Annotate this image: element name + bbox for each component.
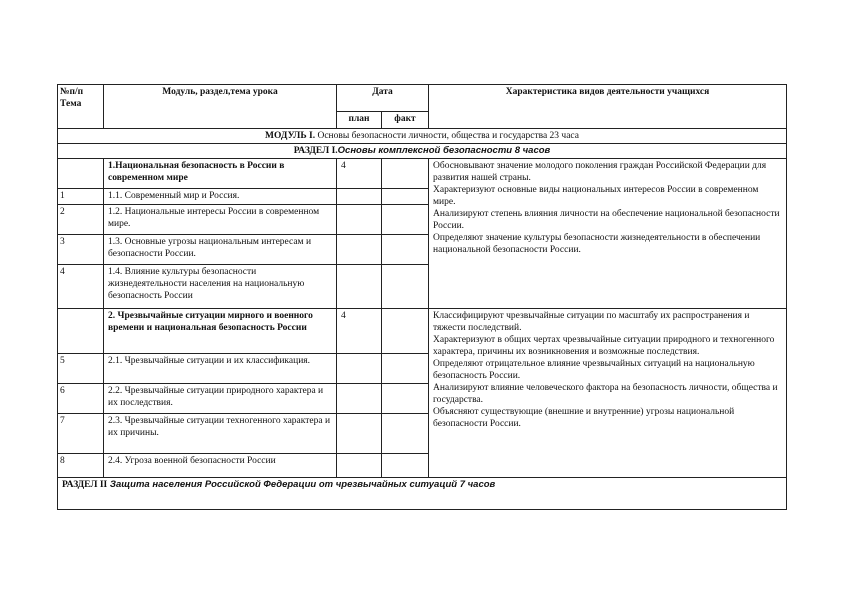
- description-line: Характеризуют в общих чертах чрезвычайные ситуации природного и техногенного характера, причины их возникновения и возможные последствия.: [433, 335, 775, 357]
- row-topic: 2.2. Чрезвычайные ситуации природного характера и их последствия.: [104, 384, 337, 414]
- group-1-title: 1.Национальная безопасность в России в современном мире: [104, 159, 337, 189]
- row-plan: [337, 354, 382, 384]
- group-2-number: [58, 309, 104, 354]
- header-fact: факт: [382, 112, 429, 129]
- module-title: [58, 129, 787, 144]
- module-text: Основы безопасности личности, общества и государства 23 часа: [315, 131, 579, 141]
- description-line: Объясняют существующие (внешние и внутренние) угрозы национальной безопасности России.: [433, 407, 735, 429]
- group-1-number: [58, 159, 104, 189]
- section-2-prefix: РАЗДЕЛ II: [62, 480, 108, 490]
- row-number: 8: [58, 454, 104, 478]
- group-2-hours: 4: [337, 309, 382, 354]
- group-2-fact: [382, 309, 429, 354]
- module-prefix: МОДУЛЬ I.: [265, 131, 316, 141]
- description-line: Определяют отрицательное влияние чрезвычайных ситуаций на национальную безопасность России.: [433, 359, 755, 381]
- description-line: Анализируют степень влияния личности на обеспечение национальной безопасности России.: [433, 209, 780, 231]
- header-characteristics: Характеристика видов деятельности учащихся: [429, 85, 787, 129]
- section-1-title: [58, 144, 787, 159]
- section-2-text: Защита населения Российской Федерации от чрезвычайных ситуаций 7 часов: [107, 479, 496, 490]
- row-fact: [382, 189, 429, 205]
- row-topic: 2.4. Угроза военной безопасности России: [104, 454, 337, 478]
- thematic-plan-table: [57, 84, 787, 510]
- description-line: Определяют значение культуры безопасности жизнедеятельности в обеспечении национальной безопасности России.: [433, 233, 761, 255]
- row-number: 5: [58, 354, 104, 384]
- row-plan: [337, 384, 382, 414]
- header-topic: Модуль, раздел,тема урока: [104, 85, 337, 129]
- row-plan: [337, 189, 382, 205]
- row-plan: [337, 235, 382, 265]
- row-fact: [382, 205, 429, 235]
- description-line: Классифицируют чрезвычайные ситуации по масштабу их распространения и тяжести последствий.: [433, 311, 750, 333]
- row-fact: [382, 235, 429, 265]
- group-1-description: [429, 159, 787, 309]
- row-topic: 2.3. Чрезвычайные ситуации техногенного характера и их причины.: [104, 414, 337, 454]
- row-number: 2: [58, 205, 104, 235]
- row-fact: [382, 454, 429, 478]
- description-line: Анализируют влияние человеческого фактора на безопасность личности, общества и государства.: [433, 383, 778, 405]
- group-1-hours: 4: [337, 159, 382, 189]
- row-number: 6: [58, 384, 104, 414]
- section-2-title: [58, 478, 787, 510]
- row-number: 3: [58, 235, 104, 265]
- row-topic: 1.4. Влияние культуры безопасности жизнедеятельности населения на национальную безопасность России: [104, 265, 337, 309]
- group-1-fact: [382, 159, 429, 189]
- group-2-description: [429, 309, 787, 478]
- group-2-title: 2. Чрезвычайные ситуации мирного и военного времени и национальная безопасность России: [104, 309, 337, 354]
- header-number: №п/п Тема: [58, 85, 104, 129]
- row-topic: 2.1. Чрезвычайные ситуации и их классификация.: [104, 354, 337, 384]
- row-number: 1: [58, 189, 104, 205]
- row-plan: [337, 205, 382, 235]
- description-line: Характеризуют основные виды национальных интересов России в современном мире.: [433, 185, 759, 207]
- row-topic: 1.3. Основные угрозы национальным интересам и безопасности России.: [104, 235, 337, 265]
- row-plan: [337, 265, 382, 309]
- header-date: Дата: [337, 85, 429, 112]
- row-plan: [337, 414, 382, 454]
- description-line: Обосновывают значение молодого поколения граждан Российской Федерации для развития нашей страны.: [433, 161, 767, 183]
- section-1-text: Основы комплексной безопасности 8 часов: [337, 145, 551, 156]
- row-topic: 1.1. Современный мир и Россия.: [104, 189, 337, 205]
- row-topic: 1.2. Национальные интересы России в современном мире.: [104, 205, 337, 235]
- row-number: 7: [58, 414, 104, 454]
- row-plan: [337, 454, 382, 478]
- row-fact: [382, 354, 429, 384]
- header-plan: план: [337, 112, 382, 129]
- row-number: 4: [58, 265, 104, 309]
- row-fact: [382, 384, 429, 414]
- row-fact: [382, 414, 429, 454]
- row-fact: [382, 265, 429, 309]
- section-1-prefix: РАЗДЕЛ I.: [293, 146, 338, 156]
